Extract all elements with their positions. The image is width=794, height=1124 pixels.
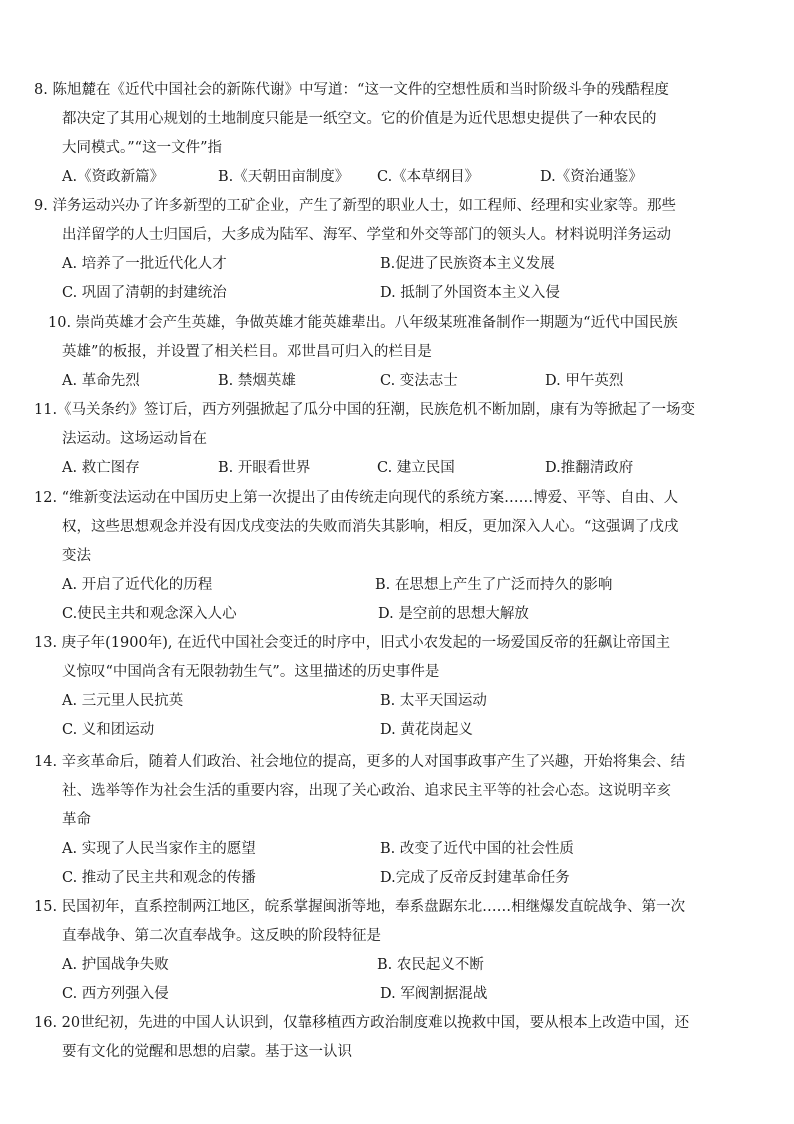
option-d[interactable]: D. 军阀割据混战	[380, 986, 488, 1002]
option-b[interactable]: B. 在思想上产生了广泛而持久的影响	[375, 577, 613, 593]
question-stem-line: 8. 陈旭麓在《近代中国社会的新陈代谢》中写道：“这一文件的空想性质和当时阶级斗争的残酷程度	[34, 82, 669, 98]
question-stem-line: 16. 20世纪初，先进的中国人认识到，仅靠移植西方政治制度难以挽救中国，要从根本上改造中国，还	[34, 1015, 690, 1031]
question-stem-line: 直奉战争、第二次直奉战争。这反映的阶段特征是	[62, 928, 381, 944]
option-c[interactable]: C.《本草纲目》	[377, 169, 480, 185]
question-stem-line: 义惊叹“中国尚含有无限勃勃生气”。这里描述的历史事件是	[62, 664, 440, 680]
question-stem-line: 要有文化的觉醒和思想的启蒙。基于这一认识	[62, 1044, 352, 1060]
question-stem-line: 9. 洋务运动兴办了许多新型的工矿企业，产生了新型的职业人士，如工程师、经理和实业家等。那些	[34, 198, 676, 214]
option-b[interactable]: B. 农民起义不断	[377, 957, 484, 973]
option-b[interactable]: B. 禁烟英雄	[218, 373, 296, 389]
question-stem-line: 10. 崇尚英雄才会产生英雄，争做英雄才能英雄辈出。八年级某班准备制作一期题为“近代中国民族	[48, 315, 678, 331]
option-c[interactable]: C. 建立民国	[377, 460, 455, 476]
option-c[interactable]: C. 西方列强入侵	[62, 986, 169, 1002]
option-c[interactable]: C. 推动了民主共和观念的传播	[62, 870, 256, 886]
option-a[interactable]: A. 培养了一批近代化人才	[62, 256, 227, 272]
option-c[interactable]: C. 变法志士	[380, 373, 458, 389]
question-stem-line: 英雄”的板报，并设置了相关栏目。邓世昌可归入的栏目是	[62, 344, 432, 360]
option-d[interactable]: D.完成了反帝反封建革命任务	[380, 870, 570, 886]
option-d[interactable]: D.《资治通鉴》	[540, 169, 643, 185]
question-stem-line: 15. 民国初年，直系控制两江地区，皖系掌握闽浙等地，奉系盘踞东北……相继爆发直皖战争、第一次	[34, 899, 686, 915]
question-stem-line: 11.《马关条约》签订后，西方列强掀起了瓜分中国的狂潮，民族危机不断加剧，康有为等掀起了一场变	[34, 402, 696, 418]
question-stem-line: 12. “维新变法运动在中国历史上第一次提出了由传统走向现代的系统方案……博爱、平等、自由、人	[34, 490, 679, 506]
question-stem-line: 变法	[62, 548, 91, 564]
option-d[interactable]: D.推翻清政府	[545, 460, 634, 476]
question-stem-line: 14. 辛亥革命后，随着人们政治、社会地位的提高，更多的人对国事政事产生了兴趣，开始将集会、结	[34, 754, 686, 770]
question-stem-line: 权，这些思想观念并没有因戊戌变法的失败而消失其影响，相反，更加深入人心。“这强调了戊戌	[62, 519, 679, 535]
option-a[interactable]: A. 三元里人民抗英	[62, 693, 184, 709]
question-stem-line: 都决定了其用心规划的土地制度只能是一纸空文。它的价值是为近代思想史提供了一种农民的	[62, 111, 657, 127]
question-stem-line: 社、选举等作为社会生活的重要内容，出现了关心政治、追求民主平等的社会心态。这说明辛亥	[62, 783, 671, 799]
option-a[interactable]: A. 开启了近代化的历程	[62, 577, 213, 593]
option-d[interactable]: D. 甲午英烈	[545, 373, 624, 389]
option-a[interactable]: A. 救亡图存	[62, 460, 140, 476]
question-stem-line: 13. 庚子年(1900年), 在近代中国社会变迁的时序中，旧式小农发起的一场爱国反帝的狂飙让帝国主	[34, 635, 671, 651]
option-c[interactable]: C.使民主共和观念深入人心	[62, 606, 237, 622]
option-a[interactable]: A.《资政新篇》	[62, 169, 165, 185]
option-d[interactable]: D. 是空前的思想大解放	[378, 606, 529, 622]
option-a[interactable]: A. 革命先烈	[62, 373, 140, 389]
option-b[interactable]: B.促进了民族资本主义发展	[380, 256, 555, 272]
option-b[interactable]: B.《天朝田亩制度》	[218, 169, 350, 185]
question-stem-line: 革命	[62, 812, 91, 828]
option-a[interactable]: A. 护国战争失败	[62, 957, 169, 973]
option-b[interactable]: B. 太平天国运动	[380, 693, 487, 709]
question-stem-line: 出洋留学的人士归国后，大多成为陆军、海军、学堂和外交等部门的领头人。材料说明洋务运动	[62, 227, 671, 243]
option-d[interactable]: D. 黄花岗起义	[380, 722, 473, 738]
option-b[interactable]: B. 开眼看世界	[218, 460, 311, 476]
question-stem-line: 法运动。这场运动旨在	[62, 431, 207, 447]
option-c[interactable]: C. 义和团运动	[62, 722, 155, 738]
question-stem-line: 大同模式。”“这一文件”指	[62, 140, 222, 156]
option-d[interactable]: D. 抵制了外国资本主义入侵	[380, 285, 560, 301]
option-b[interactable]: B. 改变了近代中国的社会性质	[380, 841, 574, 857]
option-a[interactable]: A. 实现了人民当家作主的愿望	[62, 841, 256, 857]
option-c[interactable]: C. 巩固了清朝的封建统治	[62, 285, 227, 301]
